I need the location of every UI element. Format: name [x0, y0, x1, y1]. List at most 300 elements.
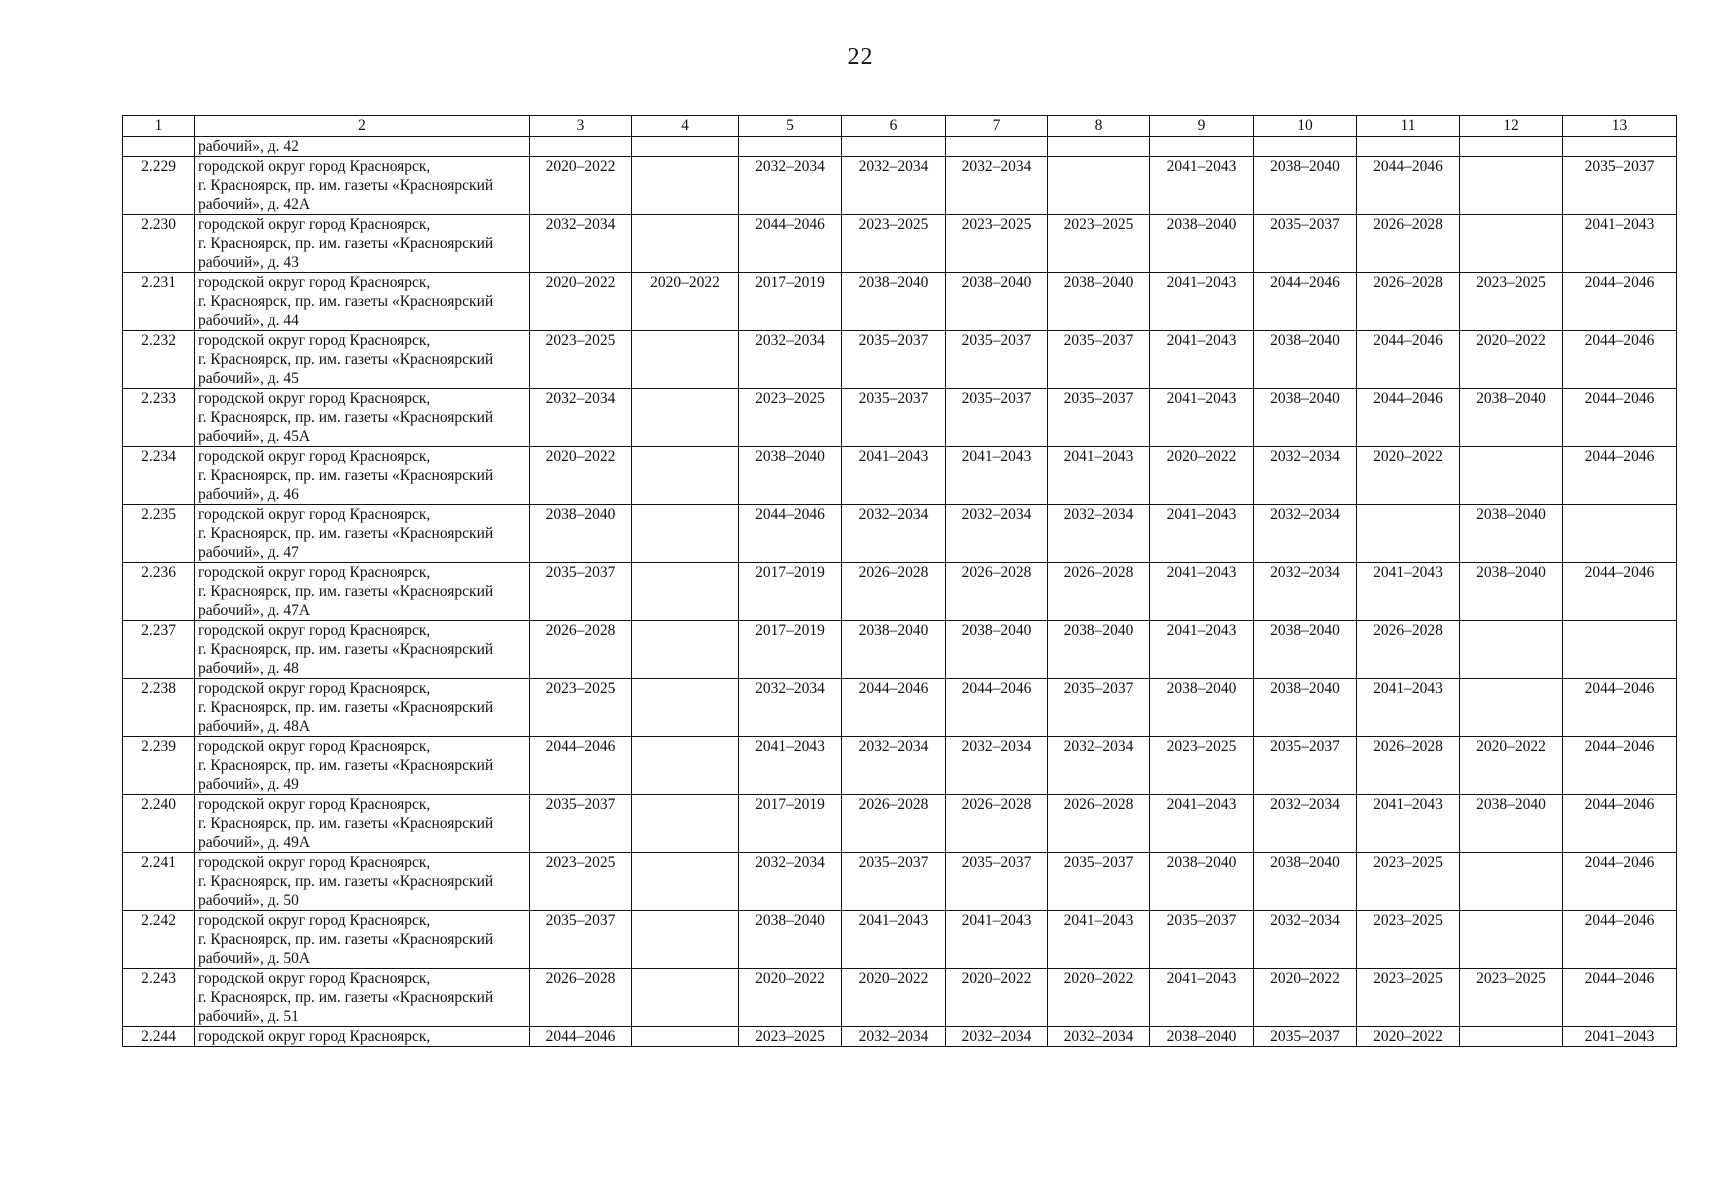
year-cell: 2044–2046 [739, 505, 842, 563]
year-cell: 2020–2022 [946, 969, 1048, 1027]
address-cell [195, 215, 530, 273]
year-cell [1460, 215, 1563, 273]
column-header: 8 [1048, 116, 1150, 137]
year-cell: 2020–2022 [1357, 447, 1460, 505]
year-cell: 2023–2025 [530, 679, 632, 737]
table-row [123, 1027, 1677, 1047]
year-cell: 2044–2046 [1357, 331, 1460, 389]
year-cell [632, 389, 739, 447]
column-header: 11 [1357, 116, 1460, 137]
year-cell: 2035–2037 [1048, 679, 1150, 737]
address-line: рабочий», д. 50А [198, 950, 311, 967]
row-number-cell: 2.230 [123, 215, 195, 273]
table-row [123, 969, 1677, 1027]
year-cell: 2044–2046 [530, 737, 632, 795]
year-cell: 2035–2037 [1254, 215, 1357, 273]
address-cell [195, 621, 530, 679]
column-header: 9 [1150, 116, 1254, 137]
table-row [123, 215, 1677, 273]
year-cell: 2041–2043 [1150, 505, 1254, 563]
year-cell [632, 505, 739, 563]
year-cell: 2032–2034 [946, 157, 1048, 215]
year-cell: 2044–2046 [1563, 737, 1677, 795]
year-cell: 2026–2028 [946, 563, 1048, 621]
row-number-cell: 2.241 [123, 853, 195, 911]
address-line: рабочий», д. 51 [198, 1008, 299, 1025]
year-cell: 2035–2037 [842, 389, 946, 447]
year-cell: 2035–2037 [530, 795, 632, 853]
year-cell: 2035–2037 [1254, 1027, 1357, 1047]
column-header: 12 [1460, 116, 1563, 137]
year-cell: 2032–2034 [946, 1027, 1048, 1047]
year-cell: 2035–2037 [1048, 389, 1150, 447]
continuation-row [123, 137, 1677, 157]
year-cell: 2023–2025 [530, 331, 632, 389]
year-cell: 2032–2034 [1254, 911, 1357, 969]
row-number-cell: 2.235 [123, 505, 195, 563]
address-line: г. Красноярск, пр. им. газеты «Красноярский [198, 989, 494, 1006]
address-line: г. Красноярск, пр. им. газеты «Красноярский [198, 351, 494, 368]
year-cell: 2023–2025 [1357, 853, 1460, 911]
year-cell: 2041–2043 [1357, 679, 1460, 737]
year-cell: 2038–2040 [1150, 215, 1254, 273]
column-header: 3 [530, 116, 632, 137]
year-cell: 2020–2022 [1460, 331, 1563, 389]
address-line: городской округ город Красноярск, [198, 1028, 431, 1045]
year-cell: 2035–2037 [842, 331, 946, 389]
year-cell [1048, 137, 1150, 157]
year-cell [946, 137, 1048, 157]
year-cell: 2041–2043 [739, 737, 842, 795]
column-header: 13 [1563, 116, 1677, 137]
schedule-table [122, 115, 1677, 1047]
year-cell [1563, 621, 1677, 679]
year-cell [1460, 137, 1563, 157]
address-line: городской округ город Красноярск, [198, 390, 431, 407]
year-cell: 2023–2025 [1460, 273, 1563, 331]
year-cell: 2044–2046 [1563, 447, 1677, 505]
row-number-cell: 2.229 [123, 157, 195, 215]
address-cell [195, 447, 530, 505]
table-row [123, 853, 1677, 911]
table-row [123, 389, 1677, 447]
year-cell [530, 137, 632, 157]
column-header: 5 [739, 116, 842, 137]
year-cell: 2044–2046 [1563, 563, 1677, 621]
year-cell [1460, 679, 1563, 737]
row-number-cell: 2.242 [123, 911, 195, 969]
year-cell: 2038–2040 [946, 621, 1048, 679]
year-cell: 2041–2043 [1150, 273, 1254, 331]
year-cell: 2023–2025 [739, 1027, 842, 1047]
year-cell: 2026–2028 [1357, 621, 1460, 679]
address-cell [195, 911, 530, 969]
year-cell: 2032–2034 [530, 389, 632, 447]
year-cell [1460, 1027, 1563, 1047]
address-cell [195, 273, 530, 331]
year-cell: 2044–2046 [1563, 679, 1677, 737]
year-cell: 2032–2034 [739, 157, 842, 215]
address-line: г. Красноярск, пр. им. газеты «Красноярский [198, 293, 494, 310]
address-line: г. Красноярск, пр. им. газеты «Красноярский [198, 757, 494, 774]
year-cell: 2038–2040 [1254, 331, 1357, 389]
column-header: 6 [842, 116, 946, 137]
year-cell: 2020–2022 [530, 447, 632, 505]
year-cell: 2041–2043 [1563, 215, 1677, 273]
year-cell [1150, 137, 1254, 157]
address-line: городской округ город Красноярск, [198, 680, 431, 697]
year-cell: 2023–2025 [530, 853, 632, 911]
year-cell: 2038–2040 [842, 273, 946, 331]
year-cell: 2032–2034 [1254, 447, 1357, 505]
year-cell: 2023–2025 [946, 215, 1048, 273]
address-cell [195, 795, 530, 853]
year-cell: 2038–2040 [739, 447, 842, 505]
address-line: городской округ город Красноярск, [198, 738, 431, 755]
column-header: 1 [123, 116, 195, 137]
address-line: г. Красноярск, пр. им. газеты «Красноярский [198, 177, 494, 194]
year-cell: 2020–2022 [1254, 969, 1357, 1027]
address-line: городской округ город Красноярск, [198, 332, 431, 349]
year-cell: 2041–2043 [1150, 795, 1254, 853]
table-row [123, 737, 1677, 795]
year-cell [632, 621, 739, 679]
year-cell: 2041–2043 [1150, 563, 1254, 621]
year-cell: 2035–2037 [530, 563, 632, 621]
address-line: рабочий», д. 45 [198, 370, 299, 387]
row-number-cell: 2.240 [123, 795, 195, 853]
year-cell: 2038–2040 [1150, 1027, 1254, 1047]
address-cell [195, 853, 530, 911]
year-cell: 2017–2019 [739, 795, 842, 853]
year-cell: 2032–2034 [842, 737, 946, 795]
year-cell [1563, 137, 1677, 157]
year-cell [842, 137, 946, 157]
year-cell: 2035–2037 [1048, 331, 1150, 389]
address-line: городской округ город Красноярск, [198, 854, 431, 871]
year-cell: 2032–2034 [1048, 737, 1150, 795]
year-cell: 2044–2046 [1563, 911, 1677, 969]
year-cell: 2044–2046 [1254, 273, 1357, 331]
table-row [123, 911, 1677, 969]
address-line: рабочий», д. 45А [198, 428, 311, 445]
year-cell: 2032–2034 [1254, 563, 1357, 621]
year-cell: 2032–2034 [842, 157, 946, 215]
year-cell: 2035–2037 [1563, 157, 1677, 215]
address-line: г. Красноярск, пр. им. газеты «Красноярский [198, 525, 494, 542]
year-cell: 2038–2040 [1048, 273, 1150, 331]
year-cell: 2023–2025 [842, 215, 946, 273]
address-cell: рабочий», д. 42 [195, 137, 530, 157]
year-cell: 2038–2040 [1254, 389, 1357, 447]
year-cell [1048, 157, 1150, 215]
year-cell [1460, 157, 1563, 215]
address-line: рабочий», д. 42А [198, 196, 311, 213]
year-cell: 2032–2034 [842, 505, 946, 563]
year-cell [632, 795, 739, 853]
address-cell [195, 505, 530, 563]
table-row [123, 505, 1677, 563]
year-cell: 2044–2046 [530, 1027, 632, 1047]
row-number-cell: 2.238 [123, 679, 195, 737]
year-cell: 2035–2037 [530, 911, 632, 969]
year-cell: 2041–2043 [1048, 447, 1150, 505]
row-number-cell: 2.231 [123, 273, 195, 331]
year-cell: 2038–2040 [1254, 853, 1357, 911]
address-line: рабочий», д. 48А [198, 718, 311, 735]
year-cell [632, 157, 739, 215]
table-row [123, 273, 1677, 331]
year-cell [1254, 137, 1357, 157]
year-cell [1357, 137, 1460, 157]
column-header: 7 [946, 116, 1048, 137]
year-cell: 2023–2025 [1357, 969, 1460, 1027]
year-cell: 2017–2019 [739, 563, 842, 621]
year-cell: 2044–2046 [1563, 795, 1677, 853]
table-row [123, 795, 1677, 853]
address-cell [195, 969, 530, 1027]
row-number-cell: 2.244 [123, 1027, 195, 1047]
address-line: городской округ город Красноярск, [198, 506, 431, 523]
address-line: г. Красноярск, пр. им. газеты «Красноярский [198, 409, 494, 426]
page-number: 22 [847, 44, 874, 70]
year-cell: 2023–2025 [1460, 969, 1563, 1027]
year-cell: 2026–2028 [842, 795, 946, 853]
address-cell [195, 157, 530, 215]
address-line: г. Красноярск, пр. им. газеты «Красноярский [198, 641, 494, 658]
year-cell: 2032–2034 [739, 331, 842, 389]
table-row [123, 563, 1677, 621]
year-cell [632, 331, 739, 389]
year-cell: 2035–2037 [842, 853, 946, 911]
year-cell: 2020–2022 [1357, 1027, 1460, 1047]
year-cell [1460, 447, 1563, 505]
column-header: 10 [1254, 116, 1357, 137]
table-row [123, 621, 1677, 679]
year-cell: 2038–2040 [1460, 389, 1563, 447]
address-line: рабочий», д. 47А [198, 602, 311, 619]
year-cell: 2035–2037 [1048, 853, 1150, 911]
year-cell: 2044–2046 [1357, 157, 1460, 215]
year-cell [632, 911, 739, 969]
year-cell: 2044–2046 [1563, 389, 1677, 447]
year-cell: 2044–2046 [1563, 853, 1677, 911]
table-row [123, 331, 1677, 389]
year-cell: 2041–2043 [1563, 1027, 1677, 1047]
year-cell: 2035–2037 [946, 389, 1048, 447]
address-cell [195, 331, 530, 389]
address-line: городской округ город Красноярск, [198, 564, 431, 581]
year-cell: 2044–2046 [1563, 969, 1677, 1027]
year-cell: 2038–2040 [739, 911, 842, 969]
year-cell: 2041–2043 [1150, 157, 1254, 215]
year-cell [632, 1027, 739, 1047]
column-header: 2 [195, 116, 530, 137]
row-number-cell: 2.233 [123, 389, 195, 447]
year-cell: 2035–2037 [946, 853, 1048, 911]
year-cell: 2038–2040 [1254, 621, 1357, 679]
header-row [123, 116, 1677, 137]
row-number-cell: 2.237 [123, 621, 195, 679]
year-cell: 2038–2040 [1150, 679, 1254, 737]
year-cell: 2032–2034 [842, 1027, 946, 1047]
year-cell: 2038–2040 [1150, 853, 1254, 911]
address-line: городской округ город Красноярск, [198, 216, 431, 233]
year-cell: 2023–2025 [1357, 911, 1460, 969]
year-cell [1563, 505, 1677, 563]
address-line: рабочий», д. 46 [198, 486, 299, 503]
year-cell: 2026–2028 [842, 563, 946, 621]
year-cell: 2026–2028 [1357, 215, 1460, 273]
year-cell [632, 137, 739, 157]
year-cell: 2020–2022 [1150, 447, 1254, 505]
year-cell: 2038–2040 [1460, 795, 1563, 853]
table-row [123, 157, 1677, 215]
year-cell: 2023–2025 [1150, 737, 1254, 795]
year-cell: 2035–2037 [946, 331, 1048, 389]
year-cell: 2038–2040 [1048, 621, 1150, 679]
address-line: городской округ город Красноярск, [198, 970, 431, 987]
row-number-cell: 2.232 [123, 331, 195, 389]
year-cell: 2023–2025 [739, 389, 842, 447]
year-cell: 2044–2046 [842, 679, 946, 737]
year-cell: 2026–2028 [1357, 737, 1460, 795]
year-cell: 2020–2022 [632, 273, 739, 331]
year-cell: 2020–2022 [1460, 737, 1563, 795]
row-number-cell: 2.239 [123, 737, 195, 795]
address-line: г. Красноярск, пр. им. газеты «Красноярский [198, 931, 494, 948]
year-cell: 2041–2043 [842, 447, 946, 505]
year-cell [632, 969, 739, 1027]
year-cell: 2020–2022 [530, 273, 632, 331]
address-line: г. Красноярск, пр. им. газеты «Красноярский [198, 583, 494, 600]
year-cell: 2017–2019 [739, 273, 842, 331]
address-cell [195, 1027, 530, 1047]
year-cell: 2038–2040 [530, 505, 632, 563]
year-cell: 2032–2034 [1048, 505, 1150, 563]
year-cell: 2038–2040 [842, 621, 946, 679]
address-line: г. Красноярск, пр. им. газеты «Красноярский [198, 815, 494, 832]
year-cell: 2032–2034 [530, 215, 632, 273]
year-cell [632, 853, 739, 911]
year-cell [632, 737, 739, 795]
year-cell [632, 215, 739, 273]
year-cell [632, 563, 739, 621]
row-number-cell: 2.234 [123, 447, 195, 505]
address-line: городской округ город Красноярск, [198, 274, 431, 291]
address-line: рабочий», д. 43 [198, 254, 299, 271]
year-cell: 2041–2043 [1150, 621, 1254, 679]
year-cell: 2032–2034 [739, 679, 842, 737]
address-line: г. Красноярск, пр. им. газеты «Красноярский [198, 699, 494, 716]
address-line: городской округ город Красноярск, [198, 158, 431, 175]
address-cell [195, 389, 530, 447]
table-row [123, 447, 1677, 505]
address-cell [195, 737, 530, 795]
address-line: рабочий», д. 44 [198, 312, 299, 329]
row-number-cell [123, 137, 195, 157]
year-cell: 2032–2034 [1254, 505, 1357, 563]
year-cell: 2038–2040 [1460, 505, 1563, 563]
address-line: г. Красноярск, пр. им. газеты «Красноярский [198, 467, 494, 484]
address-line: городской округ город Красноярск, [198, 912, 431, 929]
year-cell: 2041–2043 [1150, 331, 1254, 389]
year-cell: 2041–2043 [1357, 563, 1460, 621]
year-cell: 2020–2022 [842, 969, 946, 1027]
year-cell: 2026–2028 [1357, 273, 1460, 331]
year-cell: 2038–2040 [1254, 679, 1357, 737]
table-row [123, 679, 1677, 737]
year-cell [632, 447, 739, 505]
year-cell [1357, 505, 1460, 563]
year-cell: 2026–2028 [946, 795, 1048, 853]
year-cell: 2038–2040 [1460, 563, 1563, 621]
address-line: городской округ город Красноярск, [198, 448, 431, 465]
address-line: городской округ город Красноярск, [198, 622, 431, 639]
year-cell: 2044–2046 [1563, 273, 1677, 331]
year-cell: 2020–2022 [739, 969, 842, 1027]
year-cell: 2020–2022 [1048, 969, 1150, 1027]
year-cell: 2044–2046 [1563, 331, 1677, 389]
year-cell: 2026–2028 [530, 969, 632, 1027]
address-line: рабочий», д. 50 [198, 892, 299, 909]
year-cell: 2023–2025 [1048, 215, 1150, 273]
year-cell: 2041–2043 [946, 447, 1048, 505]
year-cell: 2041–2043 [1048, 911, 1150, 969]
address-cell [195, 563, 530, 621]
year-cell [632, 679, 739, 737]
address-line: г. Красноярск, пр. им. газеты «Красноярский [198, 873, 494, 890]
year-cell: 2044–2046 [739, 215, 842, 273]
year-cell [1460, 911, 1563, 969]
year-cell: 2032–2034 [946, 737, 1048, 795]
row-number-cell: 2.243 [123, 969, 195, 1027]
year-cell [1460, 621, 1563, 679]
year-cell: 2032–2034 [739, 853, 842, 911]
address-cell [195, 679, 530, 737]
year-cell: 2041–2043 [1150, 969, 1254, 1027]
year-cell: 2017–2019 [739, 621, 842, 679]
address-line: рабочий», д. 49А [198, 834, 311, 851]
address-line: рабочий», д. 49 [198, 776, 299, 793]
year-cell: 2044–2046 [1357, 389, 1460, 447]
address-line: рабочий», д. 47 [198, 544, 299, 561]
address-line: г. Красноярск, пр. им. газеты «Красноярский [198, 235, 494, 252]
year-cell: 2032–2034 [946, 505, 1048, 563]
year-cell: 2026–2028 [530, 621, 632, 679]
address-line: рабочий», д. 48 [198, 660, 299, 677]
year-cell: 2035–2037 [1254, 737, 1357, 795]
year-cell: 2026–2028 [1048, 795, 1150, 853]
year-cell: 2020–2022 [530, 157, 632, 215]
year-cell: 2038–2040 [946, 273, 1048, 331]
year-cell: 2032–2034 [1048, 1027, 1150, 1047]
row-number-cell: 2.236 [123, 563, 195, 621]
year-cell: 2041–2043 [842, 911, 946, 969]
year-cell [739, 137, 842, 157]
year-cell: 2035–2037 [1150, 911, 1254, 969]
year-cell: 2032–2034 [1254, 795, 1357, 853]
address-line: городской округ город Красноярск, [198, 796, 431, 813]
year-cell: 2041–2043 [1150, 389, 1254, 447]
year-cell: 2041–2043 [1357, 795, 1460, 853]
year-cell: 2041–2043 [946, 911, 1048, 969]
year-cell: 2038–2040 [1254, 157, 1357, 215]
year-cell [1460, 853, 1563, 911]
year-cell: 2044–2046 [946, 679, 1048, 737]
year-cell: 2026–2028 [1048, 563, 1150, 621]
column-header: 4 [632, 116, 739, 137]
